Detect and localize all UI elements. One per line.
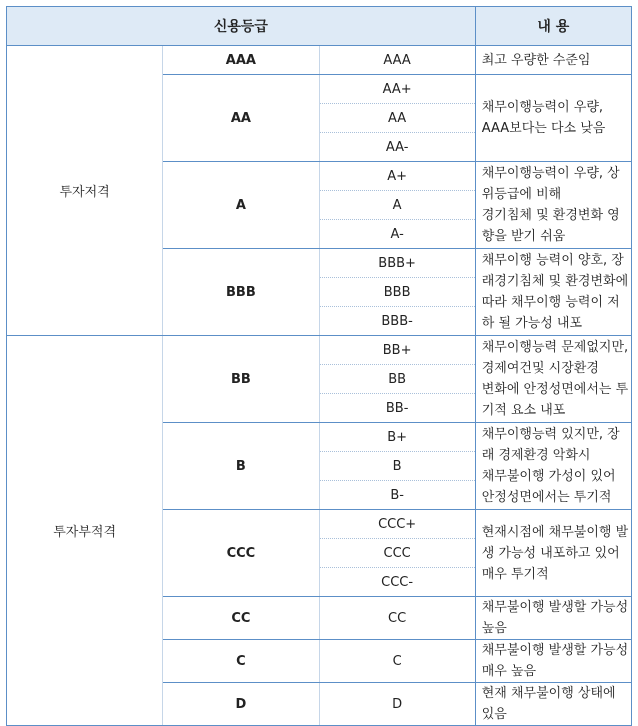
grade-cell: B — [163, 423, 319, 510]
description-line: 최고 우량한 수준임 — [481, 52, 591, 68]
sub-grade-cell: BBB — [319, 278, 475, 307]
description-line: 채무이행능력이 우량, 상위등급에 비해 — [481, 166, 620, 202]
description-line: 채무불이행 가성이 있어 안정성면에서는 투기적 — [481, 469, 616, 505]
sub-grade-cell: AA — [319, 104, 475, 133]
sub-grade-cell: BBB+ — [319, 249, 475, 278]
description-line: 현재시점에 채무불이행 발생 가능성 내포하고 있어 — [481, 524, 629, 561]
sub-grade-cell: B- — [319, 481, 475, 510]
description-line: 따라 채무이행 능력이 저하 될 가능성 내포 — [481, 295, 620, 331]
description-line: 경기침체 및 환경변화 영향을 받기 쉬움 — [481, 208, 620, 244]
sub-grade-cell: B — [319, 452, 475, 481]
sub-grade-cell: BBB- — [319, 307, 475, 336]
grade-cell: AA — [163, 75, 319, 162]
description-cell — [475, 162, 631, 249]
grade-cell: D — [163, 683, 319, 726]
description-line: 채무불이행 발생할 가능성 매우 높음 — [481, 643, 629, 679]
description-line: 매우 투기적 — [481, 566, 549, 582]
sub-grade-cell: A+ — [319, 162, 475, 191]
category-cell: 투자부적격 — [7, 336, 163, 726]
sub-grade-cell: BB — [319, 365, 475, 394]
sub-grade-cell: AA- — [319, 133, 475, 162]
sub-grade-cell: B+ — [319, 423, 475, 452]
grade-cell: A — [163, 162, 319, 249]
grade-cell: CC — [163, 597, 319, 640]
sub-grade-cell: BB- — [319, 394, 475, 423]
description-line: 채무이행능력 있지만, 장래 경제환경 악화시 — [481, 427, 620, 463]
table-row — [7, 336, 632, 365]
credit-rating-table — [6, 6, 632, 726]
sub-grade-cell: AAA — [319, 46, 475, 75]
table-row — [7, 46, 632, 75]
header-content: 내 용 — [475, 7, 631, 46]
description-cell — [475, 510, 631, 597]
description-cell — [475, 46, 631, 75]
description-cell — [475, 423, 631, 510]
header-grade: 신용등급 — [7, 7, 476, 46]
description-cell — [475, 336, 631, 423]
grade-cell: C — [163, 640, 319, 683]
sub-grade-cell: CC — [319, 597, 475, 640]
description-cell — [475, 249, 631, 336]
sub-grade-cell: C — [319, 640, 475, 683]
description-cell — [475, 683, 631, 726]
description-cell — [475, 640, 631, 683]
category-cell: 투자저격 — [7, 46, 163, 336]
sub-grade-cell: A- — [319, 220, 475, 249]
grade-cell: BBB — [163, 249, 319, 336]
table-header-row — [7, 7, 632, 46]
sub-grade-cell: AA+ — [319, 75, 475, 104]
description-line: 현재 채무불이행 상태에 있음 — [481, 686, 616, 722]
sub-grade-cell: CCC- — [319, 568, 475, 597]
sub-grade-cell: D — [319, 683, 475, 726]
sub-grade-cell: A — [319, 191, 475, 220]
grade-cell: AAA — [163, 46, 319, 75]
grade-cell: BB — [163, 336, 319, 423]
grade-cell: CCC — [163, 510, 319, 597]
description-line: 채무불이행 발생할 가능성 높음 — [481, 600, 629, 636]
description-line: 채무이행 능력이 양호, 장래경기침체 및 환경변화에 — [481, 253, 629, 289]
table-body — [7, 46, 632, 726]
description-line: 채무이행능력 문제없지만, 경제여건및 시장환경 — [481, 340, 629, 376]
description-line: 변화에 안정성면에서는 투기적 요소 내포 — [481, 382, 629, 418]
description-cell — [475, 597, 631, 640]
sub-grade-cell: BB+ — [319, 336, 475, 365]
sub-grade-cell: CCC — [319, 539, 475, 568]
description-line: 채무이행능력이 우량, AAA보다는 다소 낮음 — [481, 100, 606, 136]
sub-grade-cell: CCC+ — [319, 510, 475, 539]
description-cell — [475, 75, 631, 162]
